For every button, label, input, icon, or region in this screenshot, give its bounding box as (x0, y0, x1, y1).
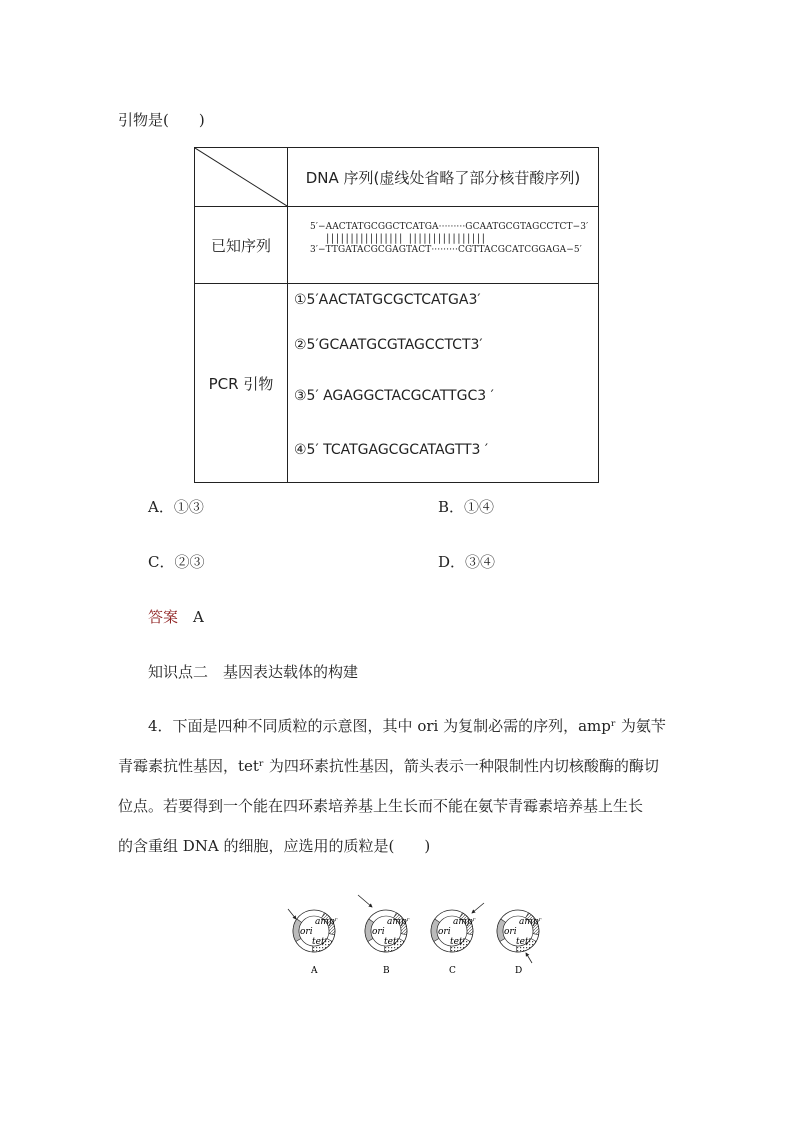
sequence-bottom-strand: 3′−TTGATACGCGAGTACT·········CGTTACGCATCGGAGA−5′ (310, 245, 582, 255)
primer-2: ②5′GCAATGCGTAGCCTCT3′ (294, 337, 483, 353)
question-4-line-1: 4．下面是四种不同质粒的示意图，其中 ori 为复制必需的序列，ampʳ 为氨苄 (148, 717, 666, 735)
table-header: DNA 序列(虚线处省略了部分核苷酸序列) (288, 148, 599, 207)
tet-label: tetʳ (312, 937, 328, 947)
primer-3: ③5′ AGAGGCTACGCATTGC3 ′ (294, 388, 494, 404)
option-a: A．①③ (148, 498, 204, 516)
ori-label: ori (438, 927, 451, 937)
answer-value: A (193, 608, 204, 626)
diagonal-line (195, 148, 287, 206)
option-c: C．②③ (148, 553, 205, 571)
plasmid-letter: A (311, 966, 318, 976)
ori-label: ori (372, 927, 385, 937)
row-label-known: 已知序列 (195, 207, 288, 284)
restriction-site-arrow (472, 903, 484, 913)
plasmid-letter: B (383, 966, 390, 976)
question-intro: 引物是( ) (118, 111, 205, 129)
amp-label: ampʳ (519, 917, 542, 927)
plasmid-c (431, 903, 484, 976)
plasmid-letter: C (449, 966, 456, 976)
plasmid-d (497, 910, 542, 976)
plasmid-b (358, 895, 410, 976)
answer-label: 答案 (148, 608, 179, 626)
restriction-site-arrow (288, 909, 296, 919)
tet-label: tetʳ (450, 937, 466, 947)
tet-label: tetʳ (384, 937, 400, 947)
question-4 (118, 706, 678, 866)
plasmid-figure (280, 893, 560, 983)
primers-cell (288, 284, 599, 483)
table-corner-cell (195, 148, 288, 207)
option-b: B．①④ (438, 498, 495, 516)
known-sequence-cell (288, 207, 599, 284)
row-label-primers: PCR 引物 (195, 284, 288, 483)
ori-label: ori (300, 927, 313, 937)
primer-4: ④5′ TCATGAGCGCATAGTT3 ′ (294, 442, 489, 458)
amp-label: ampʳ (387, 917, 410, 927)
question-4-line-2: 青霉素抗性基因，tetʳ 为四环素抗性基因，箭头表示一种限制性内切核酸酶的酶切 (118, 757, 659, 775)
sequence-top-strand: 5′−AACTATGCGGCTCATGA·········GCAATGCGTAGCCTCT−3′ (310, 222, 589, 232)
restriction-site-arrow (526, 953, 532, 963)
dna-table (194, 147, 599, 483)
answer-line (148, 607, 204, 627)
section-title: 知识点二 基因表达载体的构建 (148, 663, 359, 681)
amp-label: ampʳ (453, 917, 476, 927)
ori-label: ori (504, 927, 517, 937)
plasmid-letter: D (515, 966, 523, 976)
tet-label: tetʳ (516, 937, 532, 947)
question-4-line-3: 位点。若要得到一个能在四环素培养基上生长而不能在氨苄青霉素培养基上生长 (118, 797, 644, 815)
restriction-site-arrow (358, 895, 372, 907)
question-4-line-4: 的含重组 DNA 的细胞，应选用的质粒是( ) (118, 837, 431, 855)
amp-label: ampʳ (315, 917, 338, 927)
primer-1: ①5′AACTATGCGCTCATGA3′ (294, 292, 481, 308)
plasmid-a (288, 909, 338, 976)
option-d: D．③④ (438, 553, 496, 571)
sequence-base-pairs: |||||||||||||||| |||||||||||||||| (326, 233, 487, 244)
